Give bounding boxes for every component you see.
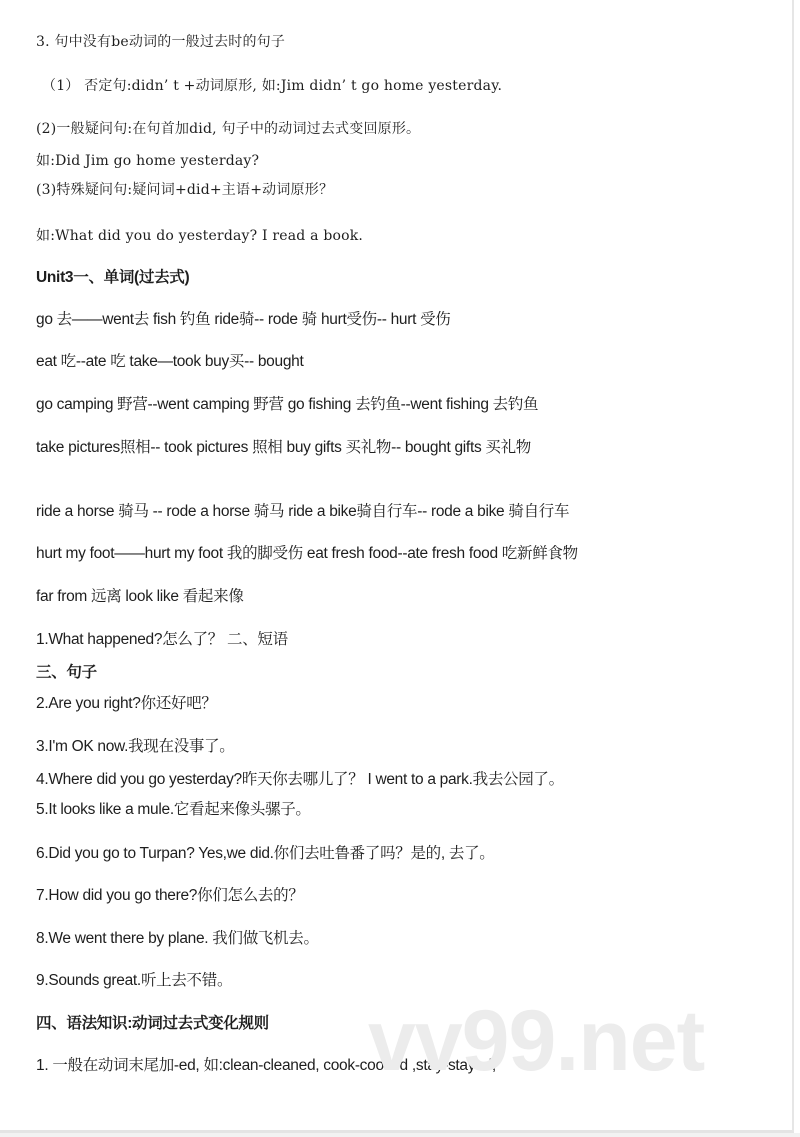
vocab-line-2: eat 吃--ate 吃 take—took buy买-- bought [36, 353, 304, 370]
sentence-6: 6.Did you go to Turpan? Yes,we did.你们去吐鲁番了吗？是的, 去了。 [36, 845, 495, 862]
sentence-4: 4.Where did you go yesterday?昨天你去哪儿了？ I went to a park.我去公园了。 [36, 771, 564, 788]
sentence-5: 5.It looks like a mule.它看起来像头骡子。 [36, 801, 311, 818]
vocab-line-3: go camping 野营--went camping 野营 go fishing 去钓鱼--went fishing 去钓鱼 [36, 396, 539, 413]
sentences-heading: 三、句子 [36, 664, 97, 681]
vocab-line-1: go 去——went去 fish 钓鱼 ride骑-- rode 骑 hurt受伤-- hurt 受伤 [36, 311, 451, 328]
vocab-line-7: far from 远离 look like 看起来像 [36, 588, 244, 605]
vocab-line-5: ride a horse 骑马 -- rode a horse 骑马 ride a bike骑自行车-- rode a bike 骑自行车 [36, 503, 570, 520]
vocab-line-4: take pictures照相-- took pictures 照相 buy gifts 买礼物-- bought gifts 买礼物 [36, 439, 532, 456]
unit3-vocab-heading: Unit3一、单词(过去式) [36, 269, 190, 286]
phrases-line: 1.What happened?怎么了？ 二、短语 [36, 631, 288, 648]
grammar-heading: 四、语法知识:动词过去式变化规则 [36, 1015, 269, 1032]
sentence-7: 7.How did you go there?你们怎么去的？ [36, 887, 304, 904]
page-bottom-edge [0, 1133, 800, 1137]
yes-no-question-example: 如:Did Jim go home yesterday? [36, 153, 260, 169]
grammar-rule-1: 1. 一般在动词末尾加-ed, 如:clean-cleaned, cook-cooked ,stay-stayed, [36, 1057, 496, 1074]
sentence-8: 8.We went there by plane. 我们做飞机去。 [36, 930, 319, 947]
vocab-line-6: hurt my foot——hurt my foot 我的脚受伤 eat fresh food--ate fresh food 吃新鲜食物 [36, 545, 578, 562]
section-heading-no-be-verb [36, 32, 285, 52]
heading-text: 3. 句中没有be动词的一般过去时的句子 [36, 34, 286, 50]
wh-question-rule: (3)特殊疑问句:疑问词+did+主语+动词原形？ [36, 182, 334, 198]
wh-question-example: 如:What did you do yesterday? I read a book. [36, 228, 364, 244]
watermark: vv99.net [368, 993, 705, 1089]
sentence-3: 3.I'm OK now.我现在没事了。 [36, 738, 235, 755]
yes-no-question-rule: (2)一般疑问句:在句首加did, 句子中的动词过去式变回原形。 [36, 121, 421, 137]
sentence-9: 9.Sounds great.听上去不错。 [36, 972, 233, 989]
negative-sentence-rule: （1） 否定句:didn’ t +动词原形, 如:Jim didn’ t go home yesterday. [42, 78, 503, 94]
sentence-2: 2.Are you right?你还好吧？ [36, 695, 217, 712]
